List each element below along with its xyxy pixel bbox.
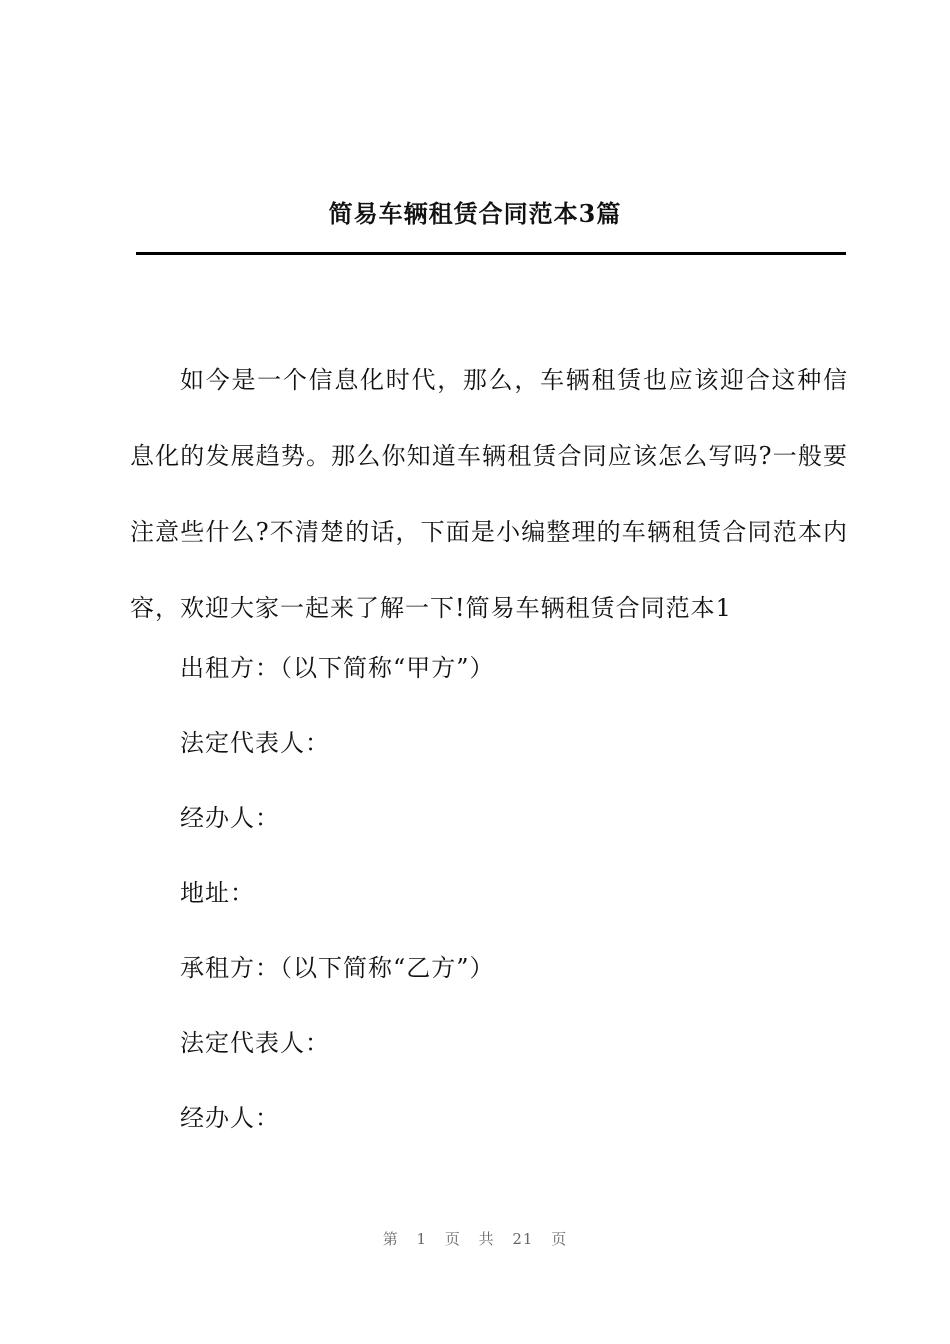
- lessor-address-field: 地址：: [180, 879, 255, 907]
- intro-paragraph: 如今是一个信息化时代，那么，车辆租赁也应该迎合这种信息化的发展趋势。那么你知道车辆租赁合同应该怎么写吗?一般要注意些什么?不清楚的话，下面是小编整理的车辆租赁合同范本内容，欢迎大家一起来了解一下!简易车辆租赁合同范本1: [130, 366, 848, 622]
- title-divider: [136, 252, 846, 255]
- lessee-legal-representative-field: 法定代表人：: [180, 1029, 330, 1057]
- lessor-handler-field: 经办人：: [180, 804, 280, 832]
- page-number-footer: 第 1 页 共 21 页: [382, 1230, 568, 1248]
- lessor-field: 出租方：（以下简称“甲方”）: [180, 654, 495, 682]
- lessee-field: 承租方：（以下简称“乙方”）: [180, 954, 495, 982]
- document-title: 简易车辆租赁合同范本3篇: [328, 199, 622, 228]
- lessee-handler-field: 经办人：: [180, 1104, 280, 1132]
- lessor-legal-representative-field: 法定代表人：: [180, 729, 330, 757]
